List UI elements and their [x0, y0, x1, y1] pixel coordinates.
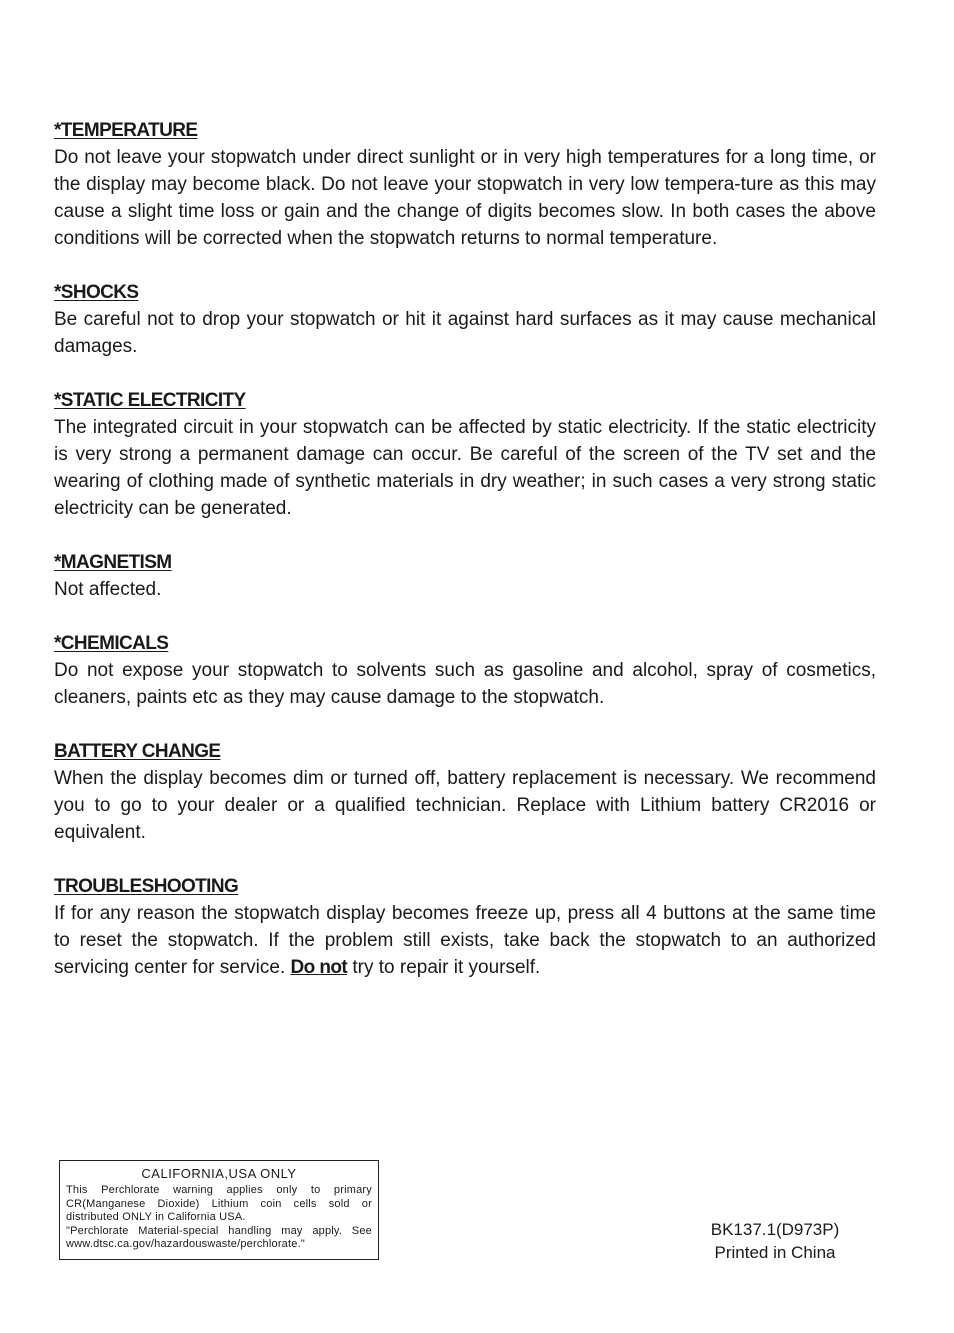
section-body: Be careful not to drop your stopwatch or hit it against hard surfaces as it may cause mechanical damages. [54, 309, 876, 357]
section-body: Do not expose your stopwatch to solvents such as gasoline and alcohol, spray of cosmetics, cleaners, paints etc as they may cause damage to the stopwatch. [54, 660, 876, 708]
california-warning-box [59, 1160, 379, 1260]
warning-title: CALIFORNIA,USA ONLY [141, 1166, 297, 1181]
section-static-electricity [54, 387, 876, 522]
section-heading: *SHOCKS [54, 282, 139, 303]
body-text-start: If for any reason the stopwatch display becomes freeze up, press all 4 buttons at the same time to reset the stopwatch. If the problem still exists, take back the stopwatch to an authorized servicing center for service. [54, 903, 876, 978]
section-heading: *CHEMICALS [54, 633, 169, 654]
section-body: Do not leave your stopwatch under direct sunlight or in very high temperatures for a long time, or the display may become black. Do not leave your stopwatch in very low tempera-ture as this may cause a slight time loss or gain and the change of digits becomes slow. In both cases the above conditions will be corrected when the stopwatch returns to normal temperature. [54, 147, 876, 249]
section-body: The integrated circuit in your stopwatch can be affected by static electricity. If the static electricity is very strong a permanent damage can occur. Be careful of the screen of the TV set and the wearing of clothing made of synthetic materials in dry weather; in such cases a very strong static electricity can be generated. [54, 417, 876, 519]
section-heading: *STATIC ELECTRICITY [54, 390, 246, 411]
instruction-content [54, 117, 876, 1008]
section-body: Not affected. [54, 579, 162, 600]
page-footer [690, 1218, 860, 1264]
section-heading: TROUBLESHOOTING [54, 876, 239, 897]
print-origin: Printed in China [714, 1243, 836, 1262]
section-body: When the display becomes dim or turned off, battery replacement is necessary. We recommend you to go to your dealer or a qualified technician. Replace with Lithium battery CR2016 or equivalent. [54, 768, 876, 843]
section-temperature [54, 117, 876, 252]
section-magnetism [54, 549, 876, 603]
section-chemicals [54, 630, 876, 711]
section-troubleshooting [54, 873, 876, 981]
body-text-end: try to repair it yourself. [347, 957, 541, 978]
section-heading: BATTERY CHANGE [54, 741, 221, 762]
section-battery-change [54, 738, 876, 846]
section-heading: *MAGNETISM [54, 552, 172, 573]
emphasis-text: Do not [290, 957, 348, 978]
model-number: BK137.1(D973P) [710, 1220, 840, 1239]
section-shocks [54, 279, 876, 360]
warning-link-text: "Perchlorate Material-special handling may apply. See www.dtsc.ca.gov/hazardouswaste/perchlorate." [66, 1224, 372, 1250]
section-body [54, 900, 876, 981]
section-heading: *TEMPERATURE [54, 120, 198, 141]
warning-text: This Perchlorate warning applies only to primary CR(Manganese Dioxide) Lithium coin cells sold or distributed ONLY in California USA. [66, 1184, 372, 1223]
